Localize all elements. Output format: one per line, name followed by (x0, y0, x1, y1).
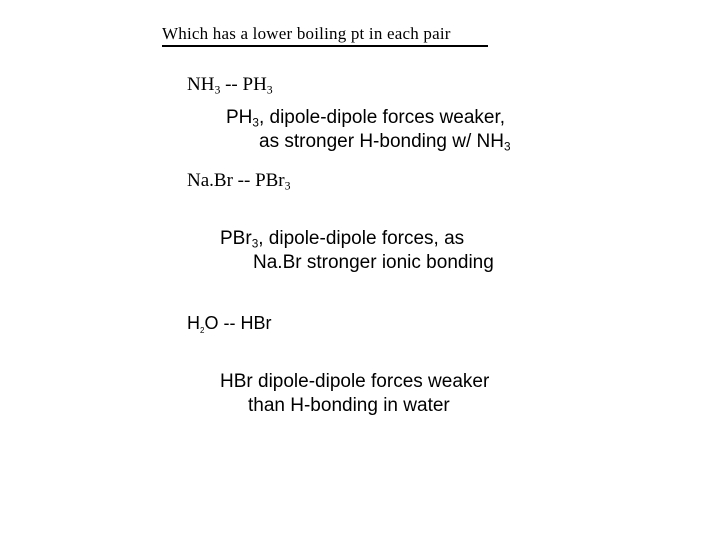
pair-3-compounds (187, 313, 271, 334)
pair-2-compound-b: PBr (255, 170, 285, 191)
title-underline (162, 45, 488, 47)
pair-3-separator: -- (218, 313, 241, 333)
pair-1-compound-a-subscript: 3 (214, 83, 221, 97)
slide-title: Which has a lower boiling pt in each pair (162, 24, 451, 43)
pair-3-compound-a: H (187, 313, 200, 333)
pair-3-compound-a-subscript: 2 (200, 326, 205, 335)
pair-2-separator: -- (232, 170, 256, 191)
pair-1-answer-line-1: $PH_3$, dipole-dipole forces weaker, (226, 107, 506, 130)
pair-2-compounds (187, 170, 291, 192)
pair-1-compounds (187, 74, 273, 96)
pair-1-compound-b: PH (242, 74, 267, 95)
pair-3-compound-b: HBr (240, 313, 272, 333)
pair-3-answer-line-1: HBr dipole-dipole forces weaker (220, 371, 490, 392)
pair-3-compound-a-suffix: O (204, 313, 219, 333)
pair-2-answer-line-2: Na.Br stronger ionic bonding (253, 252, 494, 273)
pair-1-separator: -- (220, 74, 243, 95)
pair-1-compound-a: NH (187, 74, 215, 95)
pair-1-compound-b-subscript: 3 (266, 83, 273, 97)
pair-1-answer-line-2: as stronger H-bonding w/ $NH_3$ (259, 131, 511, 154)
pair-2-compound-b-subscript: 3 (284, 179, 291, 193)
pair-2-compound-a: Na.Br (187, 170, 233, 191)
pair-3-answer-line-2: than H-bonding in water (248, 395, 450, 416)
pair-2-answer-line-1: PBr$_3$, dipole-dipole forces, as (220, 228, 465, 251)
